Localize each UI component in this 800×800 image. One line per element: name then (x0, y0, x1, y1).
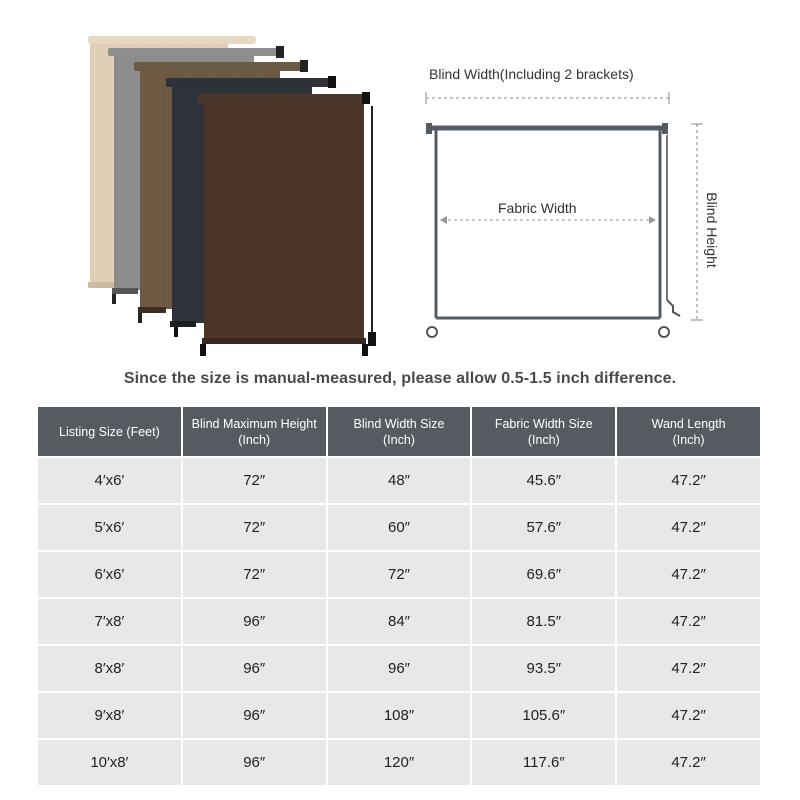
cell-wand-length: 47.2″ (617, 693, 760, 738)
cell-blind-width: 72″ (328, 552, 471, 597)
right-mount (659, 327, 669, 337)
cell-max-height: 72″ (183, 505, 326, 550)
table-row (38, 505, 760, 550)
cell-listing-size: 9′x8′ (38, 693, 181, 738)
cell-listing-size: 7′x8′ (38, 599, 181, 644)
cell-listing-size: 4′x6′ (38, 458, 181, 503)
dimension-diagram (410, 50, 720, 350)
cell-listing-size: 8′x8′ (38, 646, 181, 691)
table-row (38, 599, 760, 644)
cell-wand-length: 47.2″ (617, 599, 760, 644)
header-blind-width-size: Blind Width Size (Inch) (328, 407, 471, 456)
cell-listing-size: 5′x6′ (38, 505, 181, 550)
fabric-width-label: Fabric Width (498, 200, 577, 216)
cell-listing-size: 6′x6′ (38, 552, 181, 597)
cell-wand-length: 47.2″ (617, 458, 760, 503)
right-bracket (662, 123, 668, 134)
dark-brown-blind (198, 92, 376, 356)
cell-max-height: 96″ (183, 693, 326, 738)
fabric-width-arrow (440, 216, 656, 224)
cell-blind-width: 48″ (328, 458, 471, 503)
blind-width-arrow (426, 92, 669, 104)
left-mount (427, 327, 437, 337)
blind-height-arrow (691, 124, 703, 320)
table-row (38, 552, 760, 597)
cell-wand-length: 47.2″ (617, 552, 760, 597)
header-wand-length: Wand Length (Inch) (617, 407, 760, 456)
cell-blind-width: 84″ (328, 599, 471, 644)
header-listing-size: Listing Size (Feet) (38, 407, 181, 456)
header-fabric-width-size: Fabric Width Size (Inch) (472, 407, 615, 456)
cell-max-height: 96″ (183, 646, 326, 691)
measurement-note: Since the size is manual-measured, please allow 0.5-1.5 inch difference. (123, 370, 677, 387)
table-row (38, 458, 760, 503)
cell-fabric-width: 69.6″ (472, 552, 615, 597)
blind-color-options-image (60, 20, 390, 365)
cell-fabric-width: 45.6″ (472, 458, 615, 503)
table-header-row (38, 407, 760, 456)
cell-blind-width: 108″ (328, 693, 471, 738)
cell-fabric-width: 117.6″ (472, 740, 615, 785)
cell-max-height: 72″ (183, 458, 326, 503)
cell-fabric-width: 93.5″ (472, 646, 615, 691)
header-blind-max-height: Blind Maximum Height (Inch) (183, 407, 326, 456)
cell-blind-width: 60″ (328, 505, 471, 550)
blind-width-label: Blind Width(Including 2 brackets) (429, 66, 634, 82)
cell-fabric-width: 57.6″ (472, 505, 615, 550)
table-row (38, 693, 760, 738)
cell-wand-length: 47.2″ (617, 646, 760, 691)
cell-fabric-width: 105.6″ (472, 693, 615, 738)
left-bracket (426, 123, 432, 134)
cell-blind-width: 120″ (328, 740, 471, 785)
cell-wand-length: 47.2″ (617, 505, 760, 550)
dimension-lines (410, 50, 710, 350)
cell-blind-width: 96″ (328, 646, 471, 691)
crank-handle (667, 300, 680, 316)
cell-max-height: 96″ (183, 599, 326, 644)
blind-height-label: Blind Height (704, 192, 720, 268)
blind-frame-outline (428, 128, 666, 318)
cell-max-height: 72″ (183, 552, 326, 597)
table-row (38, 646, 760, 691)
cell-listing-size: 10′x8′ (38, 740, 181, 785)
size-spec-table (36, 405, 762, 787)
table-row (38, 740, 760, 785)
cell-wand-length: 47.2″ (617, 740, 760, 785)
cell-fabric-width: 81.5″ (472, 599, 615, 644)
cell-max-height: 96″ (183, 740, 326, 785)
